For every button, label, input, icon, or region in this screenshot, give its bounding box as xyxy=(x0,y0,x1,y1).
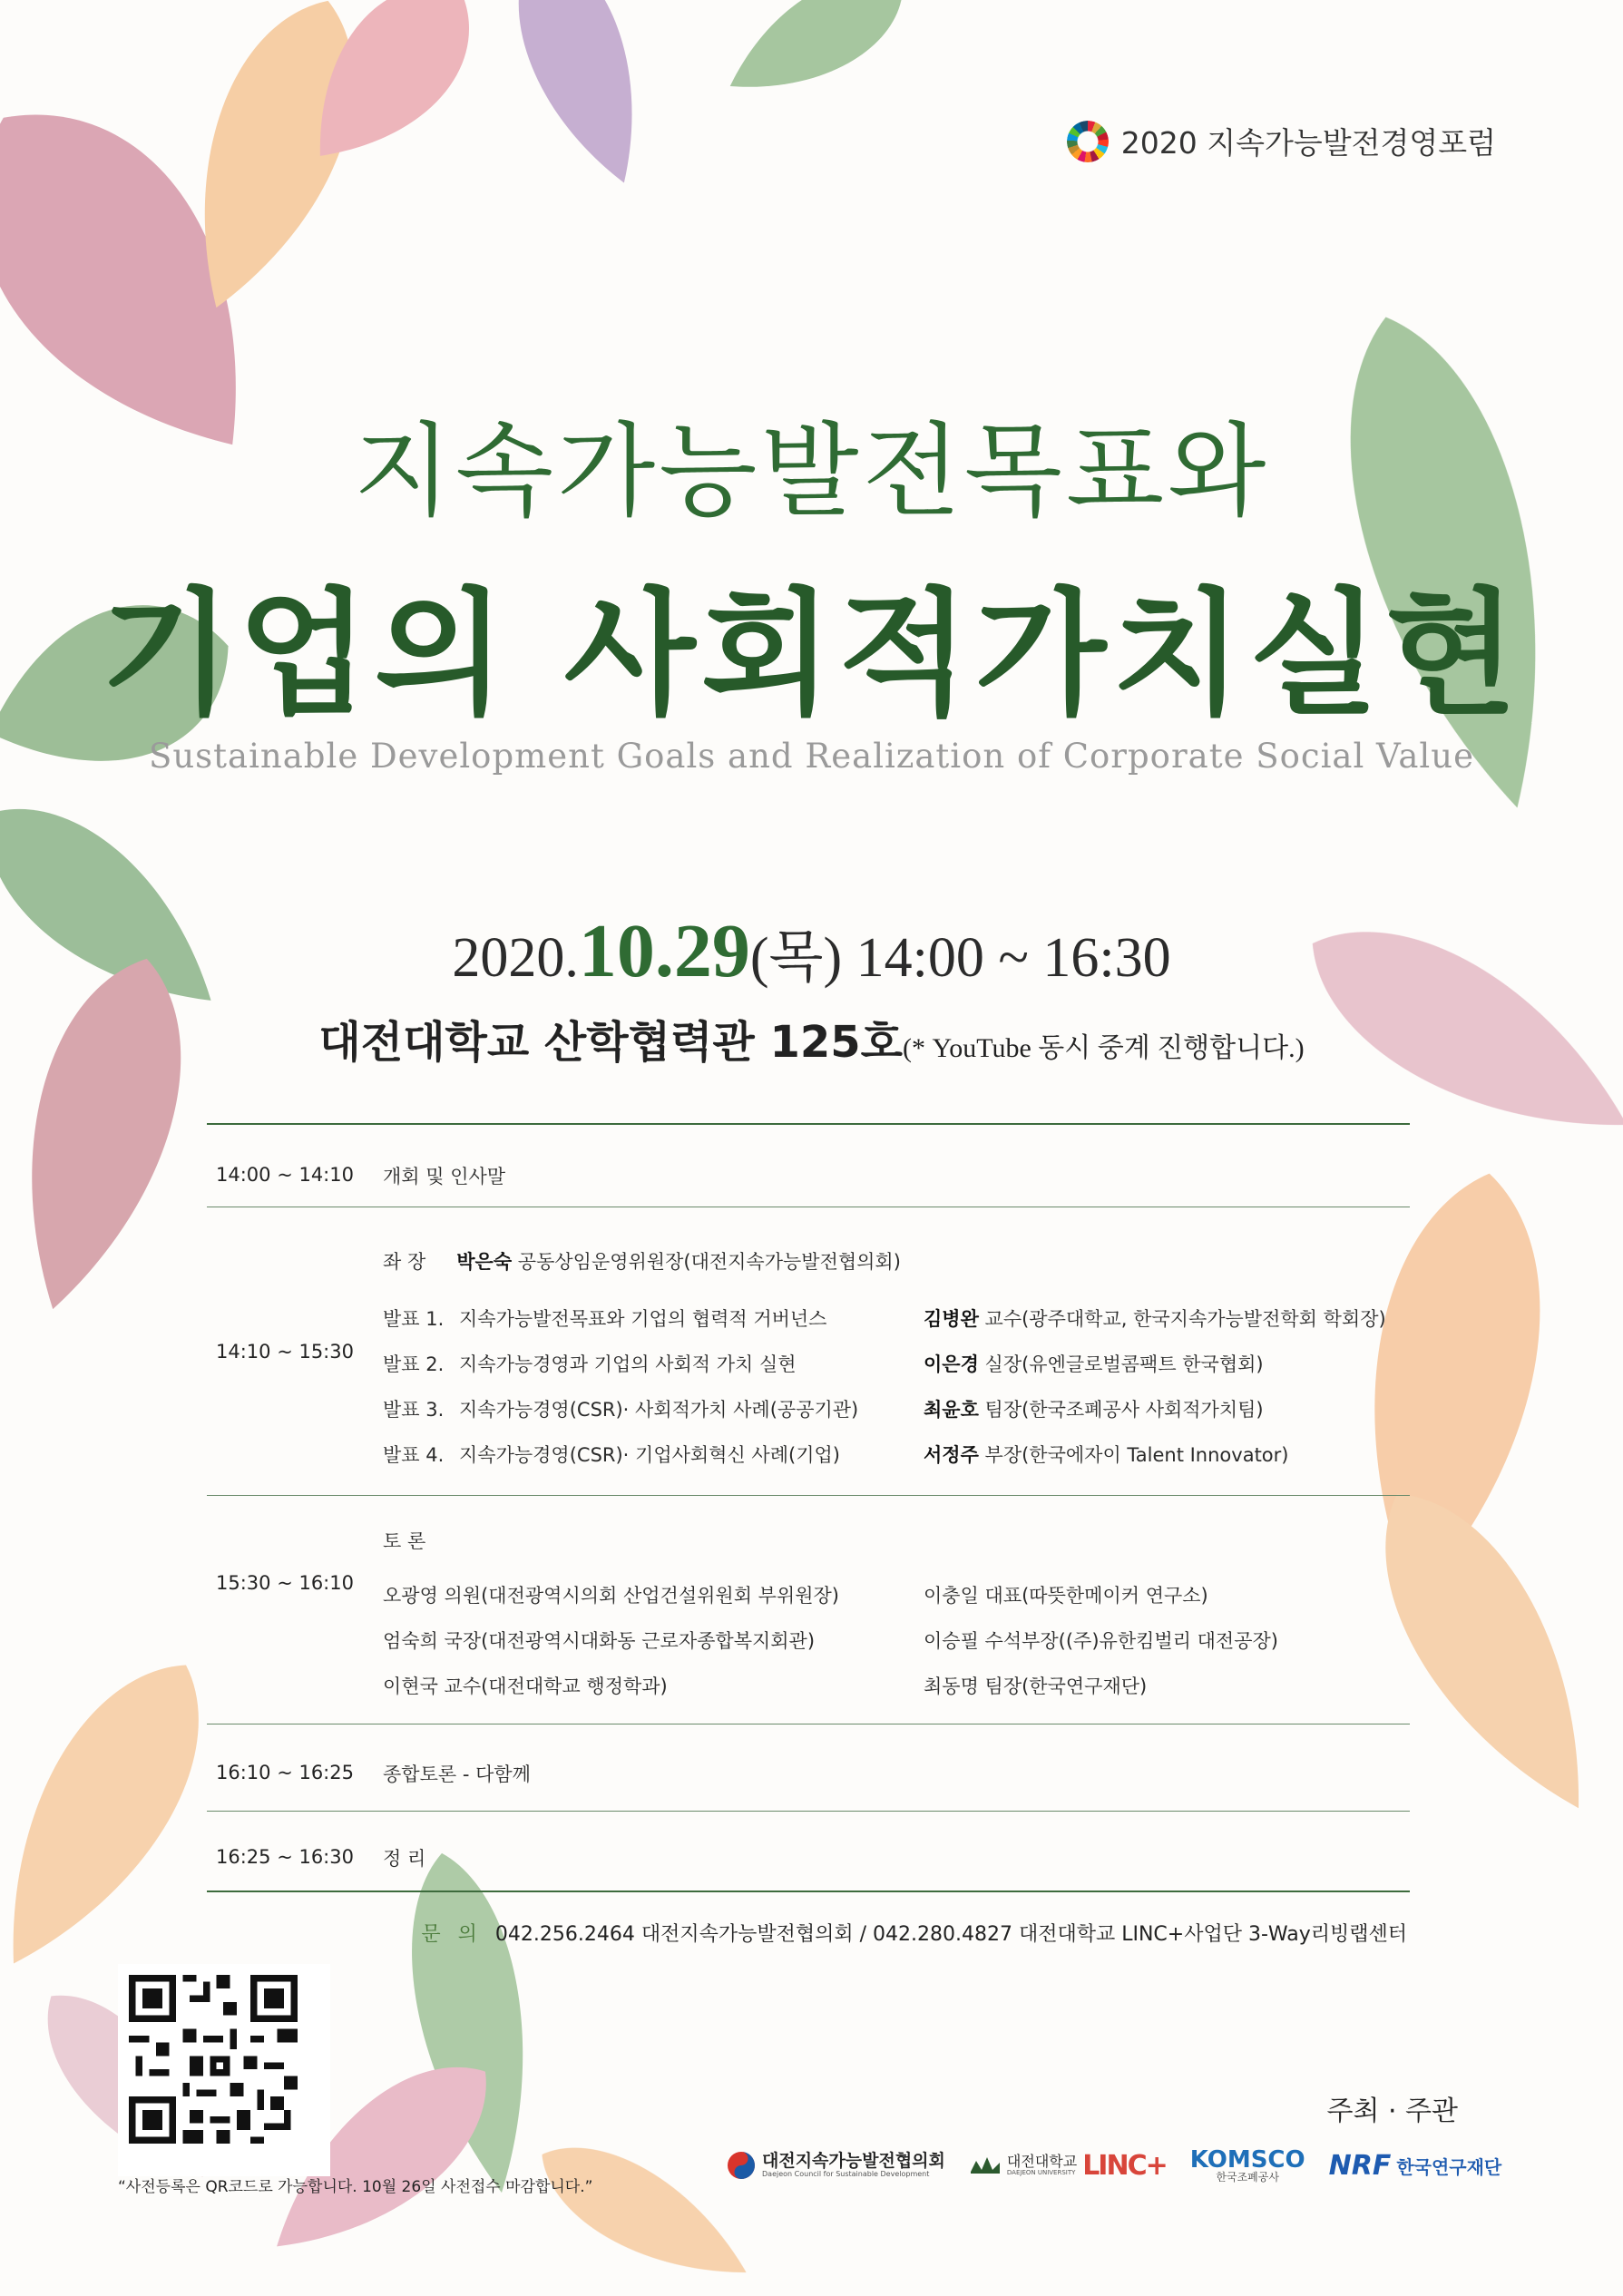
chair-row xyxy=(383,1247,901,1275)
presentation-topic xyxy=(383,1441,840,1468)
nrf-logo xyxy=(1329,2150,1502,2182)
forum-tag xyxy=(1067,120,1496,162)
dcsd-logo xyxy=(726,2150,945,2181)
schedule-bottom-rule xyxy=(207,1891,1410,1892)
komsco-name: KOMSCO xyxy=(1189,2146,1305,2174)
sdg-wheel-icon xyxy=(1067,121,1109,162)
opening-time: 14:00 ~ 14:10 xyxy=(216,1164,354,1186)
panelist: 오광영 의원(대전광역시의회 산업건설위원회 부위원장) xyxy=(383,1585,839,1607)
chair-role: 공동상임운영위원장(대전지속가능발전협의회) xyxy=(517,1251,901,1273)
presenter-role: 교수(광주대학교, 한국지속가능발전학회 학회장) xyxy=(984,1308,1386,1330)
dcsd-name: 대전지속가능발전협의회 xyxy=(762,2150,945,2171)
contact-line xyxy=(421,1919,1407,1947)
panelist: 최동명 팀장(한국연구재단) xyxy=(924,1676,1148,1697)
subtitle: Sustainable Development Goals and Realization of Corporate Social Value xyxy=(148,737,1474,776)
panelist: 이충일 대표(따뜻한메이커 연구소) xyxy=(924,1585,1208,1607)
presentation-topic-text: 지속가능발전목표와 기업의 협력적 거버넌스 xyxy=(459,1308,827,1330)
schedule-rule xyxy=(207,1811,1410,1812)
dcsd-emblem-icon xyxy=(726,2150,757,2181)
linc-logo: LINC+ xyxy=(1082,2149,1167,2182)
presentation-topic xyxy=(383,1350,797,1377)
presenter xyxy=(924,1304,1386,1332)
registration-note: “사전등록은 QR코드로 가능합니다. 10월 26일 사전접수 마감합니다.” xyxy=(118,2178,593,2196)
panelist: 엄숙희 국장(대전광역시대화동 근로자종합복지회관) xyxy=(383,1630,816,1652)
komsco-logo xyxy=(1190,2148,1305,2183)
schedule-top-rule xyxy=(207,1123,1410,1125)
presenter-role: 팀장(한국조폐공사 사회적가치팀) xyxy=(984,1399,1264,1421)
panelist: 이승필 수석부장((주)유한킴벌리 대전공장) xyxy=(924,1630,1278,1652)
registration-qr-code[interactable] xyxy=(118,1964,330,2176)
date-day: 10.29 xyxy=(578,909,750,993)
presentation-topic-text: 지속가능경영(CSR)· 사회적가치 사례(공공기관) xyxy=(459,1399,859,1421)
general-label: 종합토론 - 다함께 xyxy=(383,1764,531,1785)
dju-logo xyxy=(969,2150,1167,2182)
schedule-rule xyxy=(207,1495,1410,1496)
presenter xyxy=(924,1441,1288,1468)
presentation-no: 발표 1. xyxy=(383,1308,445,1330)
nrf-name-ko: 한국연구재단 xyxy=(1396,2155,1502,2178)
presentation-no: 발표 2. xyxy=(383,1353,445,1375)
session-time: 14:10 ~ 15:30 xyxy=(216,1341,354,1363)
closing-time: 16:25 ~ 16:30 xyxy=(216,1846,354,1868)
venue-note: (* YouTube 동시 중계 진행합니다.) xyxy=(903,1033,1305,1063)
presenter xyxy=(924,1350,1264,1377)
presentation-no: 발표 3. xyxy=(383,1399,445,1421)
contact-label: 문 의 xyxy=(421,1923,483,1946)
title-line2: 기업의 사회적가치실현 xyxy=(100,576,1523,734)
dju-name: 대전대학교 xyxy=(1006,2152,1078,2170)
dju-name-en: DAEJEON UNIVERSITY xyxy=(1006,2168,1076,2176)
dcsd-name-en: Daejeon Council for Sustainable Development xyxy=(762,2169,930,2178)
organizer-logos xyxy=(726,2148,1501,2183)
presentation-topic-text: 지속가능경영과 기업의 사회적 가치 실현 xyxy=(459,1353,797,1375)
date-prefix: 2020. xyxy=(452,927,579,989)
event-date xyxy=(0,907,1623,995)
date-suffix: (목) 14:00 ~ 16:30 xyxy=(749,927,1171,989)
panelist: 이현국 교수(대전대학교 행정학과) xyxy=(383,1676,668,1697)
presentation-no: 발표 4. xyxy=(383,1444,445,1466)
nrf-name: NRF xyxy=(1328,2149,1392,2182)
komsco-name-ko: 한국조폐공사 xyxy=(1216,2171,1279,2184)
presenter xyxy=(924,1395,1264,1422)
event-venue xyxy=(0,1007,1623,1070)
presenter-role: 부장(한국에자이 Talent Innovator) xyxy=(984,1444,1289,1466)
chair-label: 좌 장 xyxy=(383,1251,426,1273)
closing-label: 정 리 xyxy=(383,1848,426,1870)
presentation-topic-text: 지속가능경영(CSR)· 기업사회혁신 사례(기업) xyxy=(459,1444,840,1466)
opening-label: 개회 및 인사말 xyxy=(383,1166,506,1187)
chair-name: 박은숙 xyxy=(456,1251,513,1273)
presenter-name: 최윤호 xyxy=(924,1399,979,1421)
presentation-topic xyxy=(383,1304,826,1332)
general-time: 16:10 ~ 16:25 xyxy=(216,1762,354,1783)
title-line1: 지속가능발전목표와 xyxy=(353,413,1270,531)
dju-emblem-icon xyxy=(969,2154,1002,2177)
presentation-topic xyxy=(383,1395,858,1422)
qr-code-icon xyxy=(129,1975,298,2144)
contact-text: 042.256.2464 대전지속가능발전협의회 / 042.280.4827 대전대학교 LINC+사업단 3-Way리빙랩센터 xyxy=(494,1923,1407,1946)
host-label: 주최 · 주관 xyxy=(1326,2096,1458,2127)
presenter-name: 김병완 xyxy=(924,1308,979,1330)
venue-name: 대전대학교 산학협력관 125호 xyxy=(318,1017,904,1068)
presenter-name: 서정주 xyxy=(924,1444,979,1466)
discussion-label: 토 론 xyxy=(383,1530,426,1552)
forum-tag-text: 2020 지속가능발전경영포럼 xyxy=(1120,125,1496,161)
presenter-name: 이은경 xyxy=(924,1353,979,1375)
discussion-time: 15:30 ~ 16:10 xyxy=(216,1572,354,1594)
presenter-role: 실장(유엔글로벌콤팩트 한국협회) xyxy=(984,1353,1264,1375)
